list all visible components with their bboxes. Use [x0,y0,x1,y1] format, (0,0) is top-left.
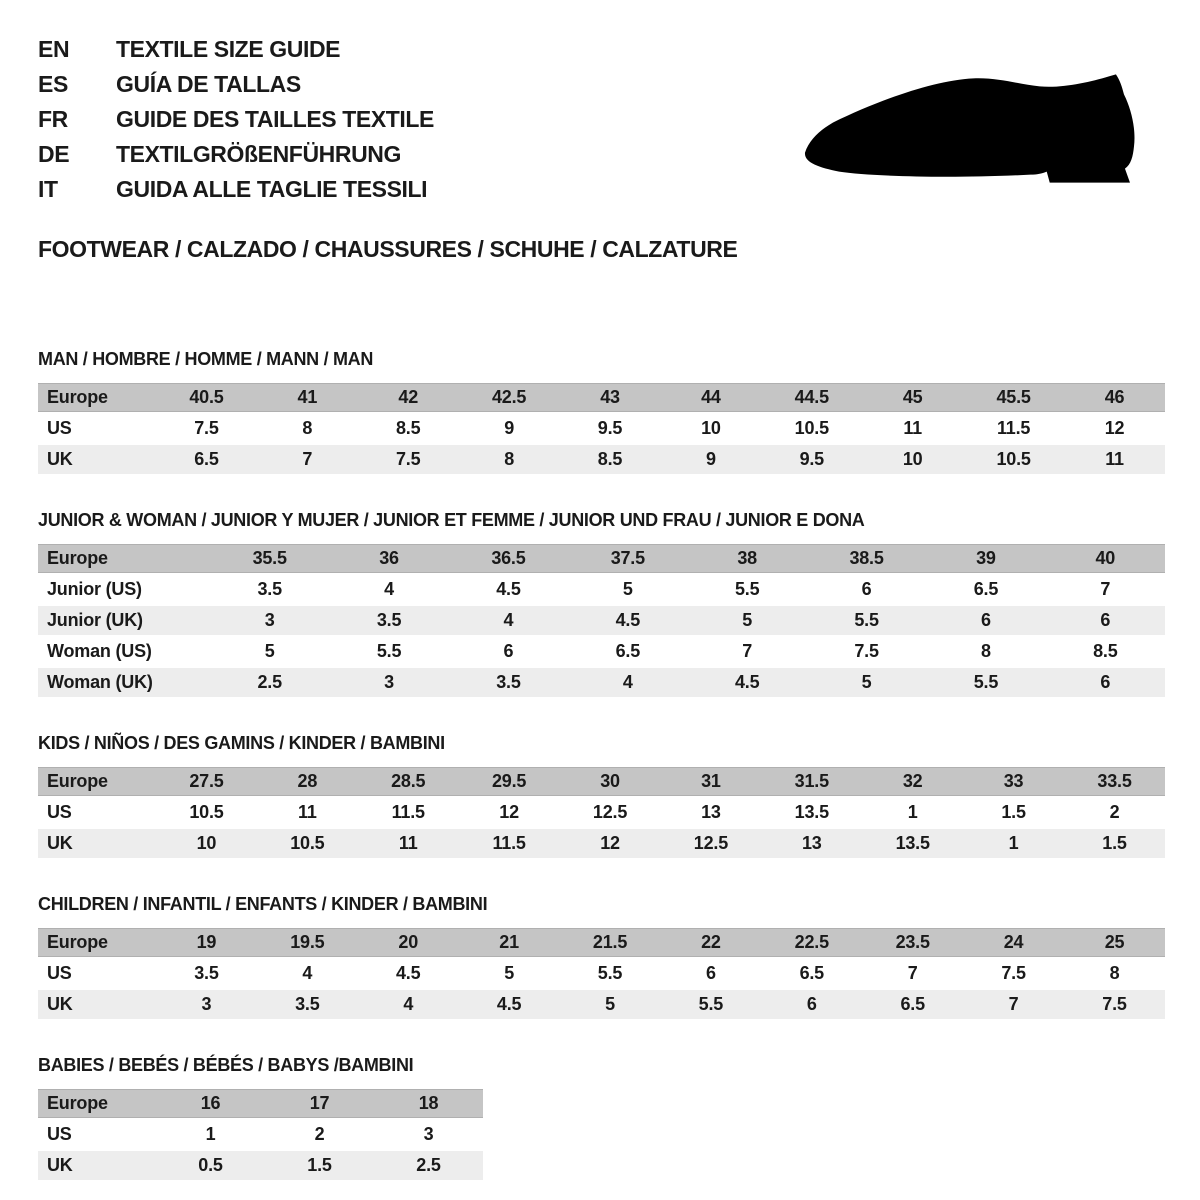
table-row [38,829,1165,858]
size-cell: 9 [459,414,560,443]
size-cell: 1.5 [1064,829,1165,858]
row-label: US [38,1120,156,1149]
size-cell: 5 [568,575,687,604]
size-cell: 2.5 [210,668,329,697]
size-cell: 33 [963,767,1064,796]
table-title-babies: BABIES / BEBÉS / BÉBÉS / BABYS /BAMBINI [38,1055,414,1075]
size-cell: 3.5 [329,606,448,635]
size-cell: 0.5 [156,1151,265,1180]
size-cell: 1 [156,1120,265,1149]
table-row [38,767,1165,796]
size-cell: 6 [761,990,862,1019]
size-cell: 8.5 [358,414,459,443]
size-cell: 36.5 [449,544,568,573]
size-cell: 10.5 [963,445,1064,474]
size-cell: 8 [926,637,1045,666]
size-cell: 3 [156,990,257,1019]
size-cell: 24 [963,928,1064,957]
section-junior-woman [38,511,1165,699]
row-label: Woman (UK) [38,668,210,697]
size-cell: 6 [807,575,926,604]
size-cell: 4.5 [358,959,459,988]
size-cell: 2 [265,1120,374,1149]
size-cell: 13 [761,829,862,858]
row-label: Woman (US) [38,637,210,666]
size-cell: 7 [257,445,358,474]
table-row [38,928,1165,957]
size-cell: 12 [459,798,560,827]
size-cell: 20 [358,928,459,957]
size-cell: 3.5 [257,990,358,1019]
row-label: US [38,414,156,443]
size-cell: 37.5 [568,544,687,573]
size-cell: 21.5 [560,928,661,957]
size-table-junior-woman [38,542,1165,699]
size-cell: 19 [156,928,257,957]
size-cell: 39 [926,544,1045,573]
size-cell: 25 [1064,928,1165,957]
size-cell: 4 [329,575,448,604]
size-cell: 12.5 [660,829,761,858]
size-cell: 7.5 [807,637,926,666]
size-cell: 2 [1064,798,1165,827]
table-row [38,1151,483,1180]
size-cell: 7.5 [358,445,459,474]
size-cell: 11 [257,798,358,827]
size-cell: 5 [210,637,329,666]
size-cell: 9 [660,445,761,474]
size-cell: 5 [459,959,560,988]
size-cell: 30 [560,767,661,796]
row-label: UK [38,829,156,858]
size-cell: 45.5 [963,383,1064,412]
section-babies [38,1056,1165,1182]
size-cell: 10 [156,829,257,858]
row-label: Europe [38,1089,156,1118]
size-cell: 43 [560,383,661,412]
section-children [38,895,1165,1021]
size-cell: 3 [329,668,448,697]
table-row [38,575,1165,604]
table-title-kids: KIDS / NIÑOS / DES GAMINS / KINDER / BAMBINI [38,733,445,753]
language-title: TEXTILGRÖßENFÜHRUNG [116,141,401,167]
size-cell: 11.5 [963,414,1064,443]
size-cell: 7 [963,990,1064,1019]
size-cell: 18 [374,1089,483,1118]
size-cell: 45 [862,383,963,412]
size-cell: 41 [257,383,358,412]
size-cell: 12 [1064,414,1165,443]
size-cell: 10.5 [761,414,862,443]
row-label: Europe [38,928,156,957]
size-cell: 3.5 [210,575,329,604]
size-cell: 6.5 [761,959,862,988]
size-cell: 10 [660,414,761,443]
language-title: GUIDE DES TAILLES TEXTILE [116,106,434,132]
row-label: US [38,959,156,988]
size-cell: 31.5 [761,767,862,796]
row-label: US [38,798,156,827]
size-cell: 3.5 [156,959,257,988]
size-cell: 27.5 [156,767,257,796]
size-cell: 5.5 [660,990,761,1019]
size-table-children [38,926,1165,1021]
size-cell: 8 [459,445,560,474]
table-row [38,637,1165,666]
table-row [38,383,1165,412]
size-cell: 6 [1046,606,1165,635]
size-cell: 31 [660,767,761,796]
size-cell: 11.5 [358,798,459,827]
size-cell: 1.5 [265,1151,374,1180]
row-label: UK [38,445,156,474]
size-cell: 5.5 [926,668,1045,697]
size-cell: 40 [1046,544,1165,573]
size-table-man [38,381,1165,476]
size-cell: 8.5 [560,445,661,474]
size-cell: 6 [926,606,1045,635]
size-cell: 32 [862,767,963,796]
table-row [38,606,1165,635]
size-cell: 10.5 [156,798,257,827]
size-cell: 1.5 [963,798,1064,827]
table-row [38,798,1165,827]
size-cell: 5 [688,606,807,635]
size-cell: 13.5 [761,798,862,827]
language-title: GUIDA ALLE TAGLIE TESSILI [116,176,428,202]
size-cell: 5.5 [688,575,807,604]
size-cell: 38 [688,544,807,573]
size-cell: 10 [862,445,963,474]
shoe-icon [803,72,1140,187]
size-cell: 7.5 [963,959,1064,988]
size-cell: 4 [358,990,459,1019]
table-title-man: MAN / HOMBRE / HOMME / MANN / MAN [38,349,374,369]
size-cell: 8 [1064,959,1165,988]
size-cell: 5.5 [807,606,926,635]
category-heading: FOOTWEAR / CALZADO / CHAUSSURES / SCHUHE / CALZATURE [38,236,738,262]
size-cell: 13 [660,798,761,827]
language-code: ES [38,71,68,97]
table-row [38,990,1165,1019]
size-cell: 11.5 [459,829,560,858]
size-cell: 4 [568,668,687,697]
size-cell: 44.5 [761,383,862,412]
size-cell: 35.5 [210,544,329,573]
size-cell: 29.5 [459,767,560,796]
row-label: Junior (US) [38,575,210,604]
size-cell: 4.5 [568,606,687,635]
size-cell: 12 [560,829,661,858]
size-cell: 44 [660,383,761,412]
size-cell: 6.5 [926,575,1045,604]
size-cell: 6.5 [862,990,963,1019]
size-cell: 28 [257,767,358,796]
size-cell: 1 [862,798,963,827]
size-cell: 5.5 [329,637,448,666]
size-cell: 16 [156,1089,265,1118]
row-label: UK [38,990,156,1019]
language-code: EN [38,36,70,62]
table-row [38,445,1165,474]
size-cell: 7 [862,959,963,988]
language-title: GUÍA DE TALLAS [116,71,301,97]
row-label: Europe [38,544,210,573]
size-cell: 13.5 [862,829,963,858]
size-cell: 22 [660,928,761,957]
size-cell: 40.5 [156,383,257,412]
size-cell: 7 [688,637,807,666]
table-row [38,544,1165,573]
size-cell: 5.5 [560,959,661,988]
size-cell: 6.5 [156,445,257,474]
size-cell: 4 [257,959,358,988]
size-cell: 42 [358,383,459,412]
row-label: UK [38,1151,156,1180]
size-cell: 6 [449,637,568,666]
size-cell: 9.5 [761,445,862,474]
size-cell: 5 [560,990,661,1019]
size-cell: 4.5 [688,668,807,697]
size-cell: 1 [963,829,1064,858]
size-cell: 28.5 [358,767,459,796]
table-row [38,414,1165,443]
language-title: TEXTILE SIZE GUIDE [116,36,341,62]
size-cell: 5 [807,668,926,697]
row-label: Junior (UK) [38,606,210,635]
size-cell: 9.5 [560,414,661,443]
size-cell: 4.5 [449,575,568,604]
size-cell: 21 [459,928,560,957]
size-cell: 6 [1046,668,1165,697]
size-cell: 6 [660,959,761,988]
size-table-kids [38,765,1165,860]
language-row [38,32,1165,67]
size-cell: 4.5 [459,990,560,1019]
size-cell: 22.5 [761,928,862,957]
size-cell: 46 [1064,383,1165,412]
table-title-children: CHILDREN / INFANTIL / ENFANTS / KINDER / BAMBINI [38,894,488,914]
size-cell: 2.5 [374,1151,483,1180]
table-row [38,668,1165,697]
table-row [38,959,1165,988]
language-code: IT [38,176,58,202]
table-row [38,1120,483,1149]
size-cell: 17 [265,1089,374,1118]
size-cell: 3.5 [449,668,568,697]
size-cell: 8 [257,414,358,443]
size-cell: 19.5 [257,928,358,957]
table-title-junior-woman: JUNIOR & WOMAN / JUNIOR Y MUJER / JUNIOR ET FEMME / JUNIOR UND FRAU / JUNIOR E DONA [38,510,865,530]
section-man [38,350,1165,476]
size-cell: 6.5 [568,637,687,666]
section-kids [38,734,1165,860]
size-cell: 7.5 [1064,990,1165,1019]
size-cell: 42.5 [459,383,560,412]
language-code: DE [38,141,70,167]
size-cell: 4 [449,606,568,635]
row-label: Europe [38,767,156,796]
size-cell: 10.5 [257,829,358,858]
size-cell: 38.5 [807,544,926,573]
size-cell: 23.5 [862,928,963,957]
size-cell: 36 [329,544,448,573]
size-cell: 33.5 [1064,767,1165,796]
size-cell: 7 [1046,575,1165,604]
size-table-babies [38,1087,483,1182]
size-cell: 7.5 [156,414,257,443]
size-cell: 11 [1064,445,1165,474]
table-row [38,1089,483,1118]
size-cell: 3 [210,606,329,635]
size-cell: 11 [358,829,459,858]
size-cell: 11 [862,414,963,443]
size-cell: 12.5 [560,798,661,827]
size-cell: 8.5 [1046,637,1165,666]
language-code: FR [38,106,68,132]
size-cell: 3 [374,1120,483,1149]
row-label: Europe [38,383,156,412]
